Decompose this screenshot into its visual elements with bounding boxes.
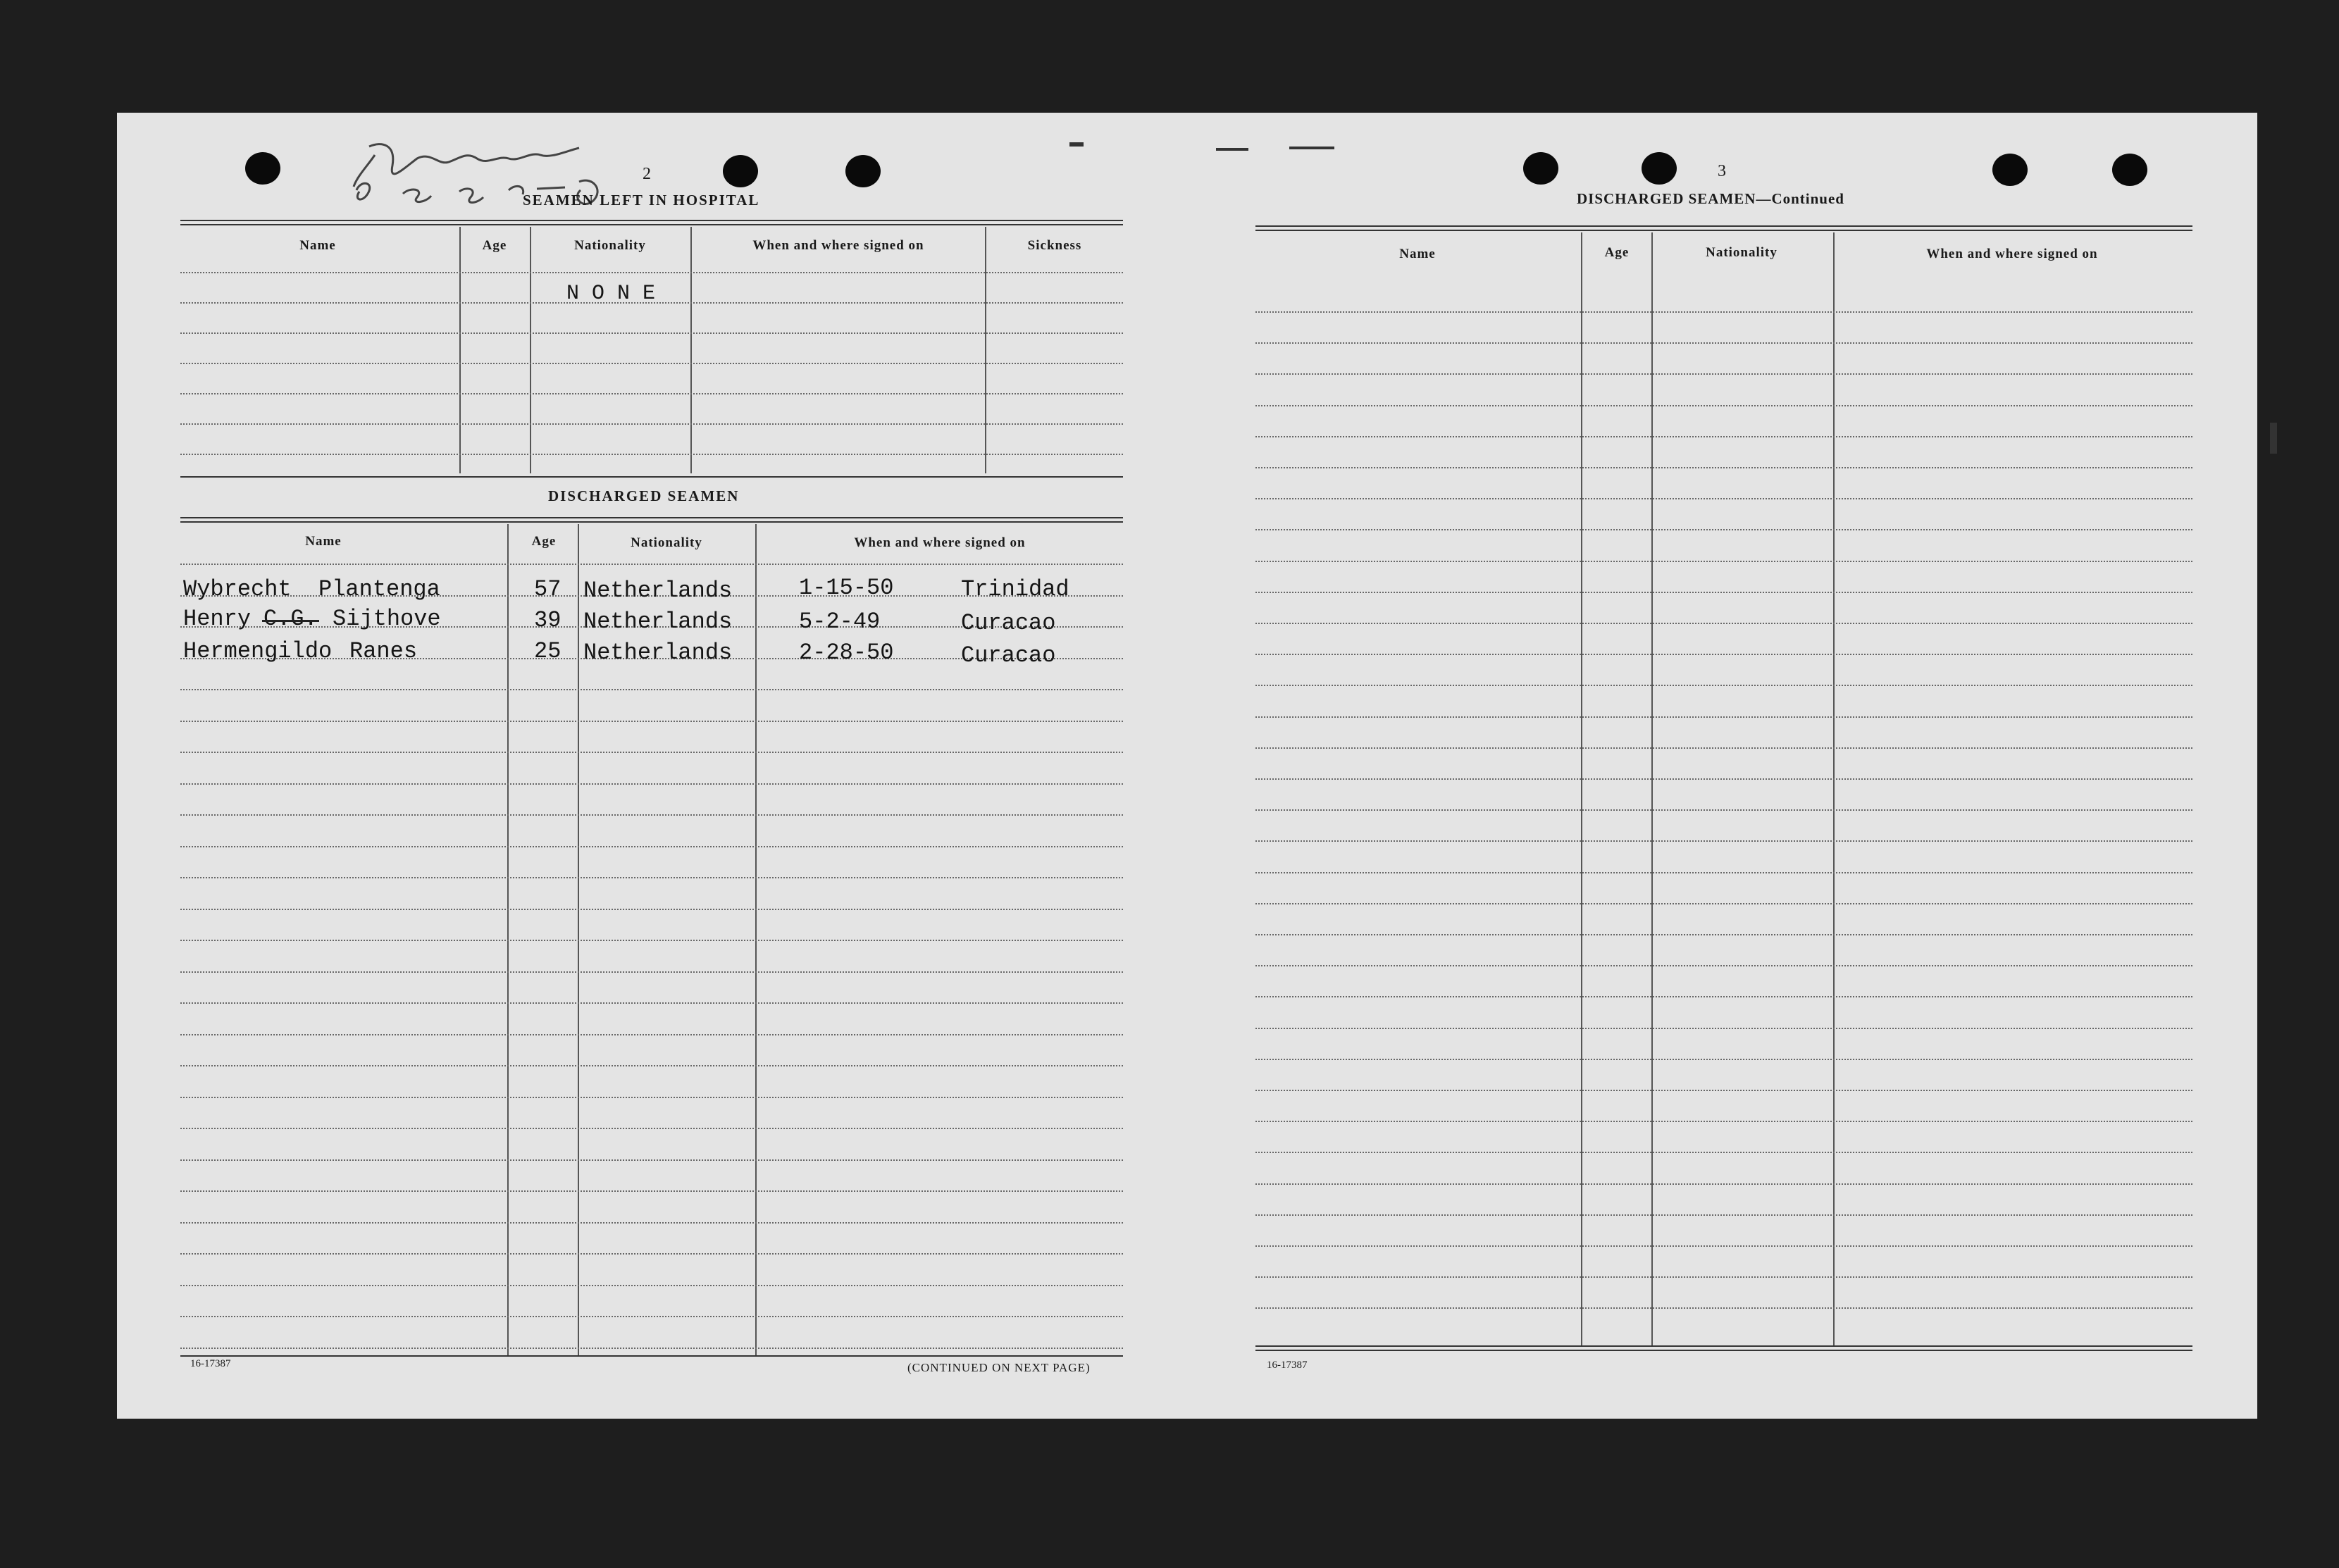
table-rule: [1255, 1350, 2192, 1351]
ruled-row-line: [1255, 1214, 2192, 1216]
column-header-nationality: Nationality: [574, 238, 646, 253]
ruled-row-line: [180, 1159, 1123, 1161]
ruled-row-line: [1255, 1121, 2192, 1122]
signed-on-date: 1-15-50: [799, 575, 894, 601]
ruled-row-line: [1255, 996, 2192, 997]
struck-initials: C.G.: [263, 606, 318, 632]
punch-hole: [2112, 154, 2147, 186]
hospital-entry-none: N O N E: [566, 282, 656, 306]
ruled-row-line: [1255, 965, 2192, 966]
ruled-row-line: [180, 272, 1123, 273]
edge-clip-mark: [2270, 423, 2277, 454]
signed-on-place: Curacao: [961, 610, 1056, 636]
ruled-row-line: [1255, 436, 2192, 437]
ruled-row-line: [1255, 1059, 2192, 1060]
column-header-name: Name: [299, 238, 336, 253]
ruled-row-line: [1255, 498, 2192, 499]
column-header-sickness: Sickness: [1027, 238, 1082, 253]
discharged-section-heading: DISCHARGED SEAMEN: [548, 487, 740, 504]
ruled-row-line: [180, 1190, 1123, 1192]
ruled-row-line: [1255, 561, 2192, 562]
ruled-row-line: [1255, 1152, 2192, 1153]
seaman-nationality: Netherlands: [583, 578, 733, 604]
ruled-row-line: [1255, 623, 2192, 624]
ruled-row-line: [180, 814, 1123, 816]
punch-hole: [1992, 154, 2028, 186]
signed-on-place: Curacao: [961, 642, 1056, 668]
ruled-row-line: [180, 332, 1123, 334]
ruled-row-line: [180, 454, 1123, 455]
ruled-row-line: [180, 1097, 1123, 1098]
ruled-row-line: [180, 1128, 1123, 1129]
table-rule: [180, 220, 1123, 221]
column-divider: [690, 227, 692, 473]
ruled-row-line: [1255, 654, 2192, 655]
ruled-row-line: [180, 1222, 1123, 1224]
ruled-row-line: [180, 1285, 1123, 1286]
signed-on-date: 5-2-49: [799, 609, 881, 635]
ink-smudge: [1289, 147, 1334, 149]
ruled-row-line: [180, 909, 1123, 910]
ruled-row-line: [1255, 405, 2192, 406]
ruled-row-line: [1255, 1090, 2192, 1091]
ruled-row-line: [180, 971, 1123, 973]
ink-smudge: [1069, 142, 1084, 147]
column-header-age: Age: [482, 238, 507, 253]
ruled-row-line: [180, 1034, 1123, 1035]
seaman-first-name: Hermengildo: [183, 638, 333, 664]
ruled-row-line: [180, 1002, 1123, 1004]
ruled-row-line: [1255, 342, 2192, 344]
punch-hole: [1642, 152, 1677, 185]
ruled-row-line: [1255, 467, 2192, 468]
ruled-row-line: [180, 1065, 1123, 1066]
ruled-row-line: [1255, 716, 2192, 718]
seaman-first-name: Henry: [183, 606, 252, 632]
ruled-row-line: [180, 363, 1123, 364]
column-divider: [1651, 232, 1653, 1345]
table-rule: [1255, 225, 2192, 227]
ruled-row-line: [1255, 872, 2192, 873]
seaman-first-name: Wybrecht: [183, 576, 292, 602]
form-number: 16-17387: [1267, 1359, 1308, 1371]
ruled-row-line: [180, 783, 1123, 785]
ruled-row-line: [180, 1316, 1123, 1317]
column-header-nationality: Nationality: [631, 535, 702, 550]
punch-hole: [245, 152, 280, 185]
ruled-row-line: [1255, 934, 2192, 935]
ruled-row-line: [180, 1253, 1123, 1255]
column-header-name: Name: [1399, 247, 1436, 261]
seaman-age: 57: [534, 576, 562, 602]
ruled-row-line: [1255, 311, 2192, 313]
punch-hole: [1523, 152, 1558, 185]
form-number: 16-17387: [190, 1358, 231, 1369]
ruled-row-line: [1255, 840, 2192, 842]
table-rule: [180, 517, 1123, 518]
table-rule: [180, 521, 1123, 523]
ruled-row-line: [1255, 1028, 2192, 1029]
column-header-age: Age: [1604, 245, 1630, 260]
ruled-row-line: [1255, 747, 2192, 749]
ruled-row-line: [180, 846, 1123, 847]
column-divider: [1581, 232, 1582, 1345]
hospital-section-heading: SEAMEN LEFT IN HOSPITAL: [523, 192, 760, 209]
ruled-row-line: [1255, 778, 2192, 780]
discharged-continued-heading: DISCHARGED SEAMEN—Continued: [1577, 190, 1844, 207]
column-header-nationality: Nationality: [1706, 245, 1777, 260]
continued-note: (CONTINUED ON NEXT PAGE): [907, 1361, 1091, 1374]
column-divider: [1833, 232, 1835, 1345]
ruled-row-line: [1255, 809, 2192, 811]
ruled-row-line: [1255, 592, 2192, 593]
ruled-row-line: [180, 689, 1123, 690]
table-rule: [180, 224, 1123, 225]
ruled-row-line: [1255, 1276, 2192, 1278]
ruled-row-line: [180, 752, 1123, 753]
signed-on-place: Trinidad: [961, 576, 1069, 602]
column-header-signed-on: When and where signed on: [854, 535, 1026, 550]
table-rule: [180, 1355, 1123, 1357]
ruled-row-line: [1255, 529, 2192, 530]
table-rule: [1255, 1345, 2192, 1347]
seaman-last-name: Ranes: [349, 638, 418, 664]
seaman-last-name: Sijthove: [333, 606, 441, 632]
ruled-row-line: [180, 393, 1123, 394]
column-header-signed-on: When and where signed on: [1926, 247, 2098, 261]
ruled-row-line: [1255, 685, 2192, 686]
ledger-sheet: [117, 113, 2257, 1419]
column-header-name: Name: [305, 534, 342, 549]
seaman-nationality: Netherlands: [583, 609, 733, 635]
ruled-row-line: [1255, 1307, 2192, 1309]
page-number: 3: [1718, 162, 1726, 180]
table-rule: [1255, 230, 2192, 231]
column-header-signed-on: When and where signed on: [752, 238, 924, 253]
column-divider: [985, 227, 986, 473]
ink-smudge: [1216, 148, 1248, 151]
ruled-row-line: [180, 877, 1123, 878]
signed-on-date: 2-28-50: [799, 640, 894, 666]
ruled-row-line: [1255, 373, 2192, 375]
ruled-row-line: [180, 564, 1123, 565]
column-divider: [530, 227, 531, 473]
ruled-row-line: [180, 423, 1123, 425]
table-rule: [180, 476, 1123, 478]
ruled-row-line: [1255, 903, 2192, 904]
ruled-row-line: [180, 940, 1123, 941]
ruled-row-line: [180, 1348, 1123, 1349]
punch-hole: [845, 155, 881, 187]
column-divider: [459, 227, 461, 473]
seaman-nationality: Netherlands: [583, 640, 733, 666]
ruled-row-line: [1255, 1245, 2192, 1247]
seaman-last-name: Plantenga: [318, 576, 440, 602]
column-header-age: Age: [531, 534, 557, 549]
seaman-age: 39: [534, 607, 562, 633]
seaman-age: 25: [534, 638, 562, 664]
page-number: 2: [643, 165, 651, 183]
ruled-row-line: [180, 721, 1123, 722]
ruled-row-line: [1255, 1183, 2192, 1185]
